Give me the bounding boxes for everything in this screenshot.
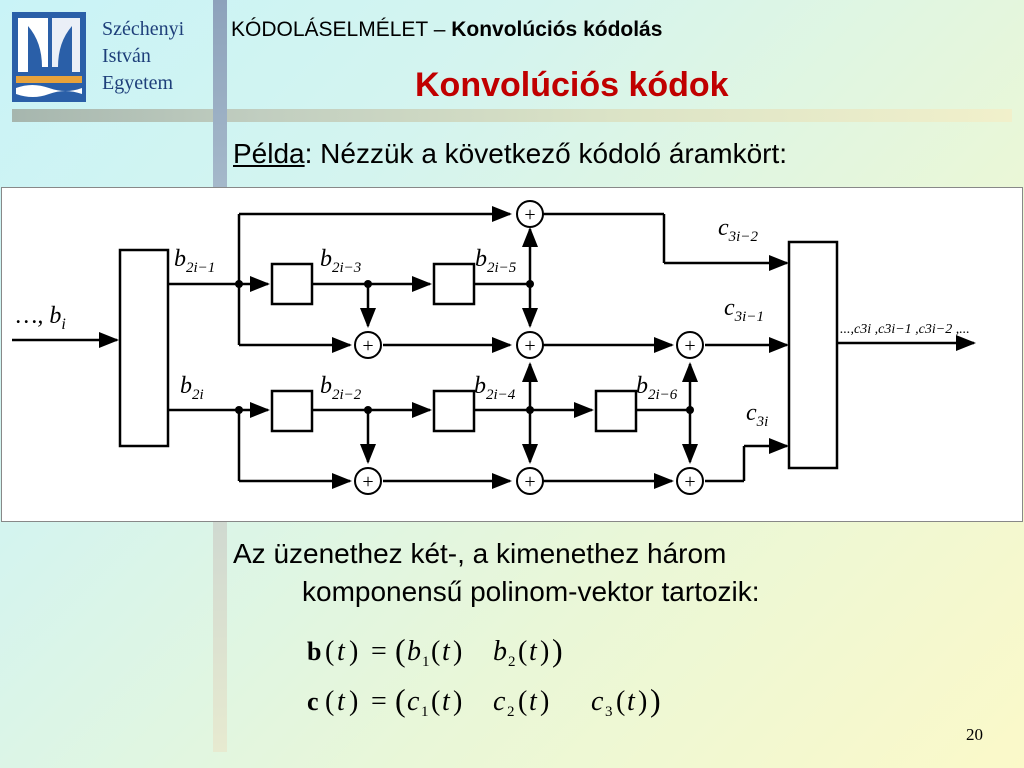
svg-text:3: 3 (605, 704, 613, 720)
svg-text:(: ( (518, 686, 528, 717)
svg-text:=: = (371, 636, 387, 667)
svg-text:): ) (540, 636, 550, 667)
university-logo-icon (12, 12, 86, 102)
label-b2i: $b_{2i}$ (180, 373, 204, 403)
svg-text:c: c (591, 686, 604, 717)
adder-sign: + (524, 204, 536, 226)
example-intro (233, 138, 787, 170)
slide-title: Konvolúciós kódok (415, 66, 729, 104)
label-b2i-6: $b_{2i-6}$ (636, 373, 678, 403)
university-name-line3: Egyetem (102, 72, 174, 94)
formula-b (307, 630, 607, 674)
svg-text:t: t (442, 686, 450, 717)
svg-text:c: c (493, 686, 506, 717)
svg-text:t: t (529, 686, 537, 717)
delay-box (434, 391, 474, 431)
formula-c-bold: c (307, 687, 319, 716)
label-c3i: $c_{3i}$ (746, 400, 769, 430)
label-c3i-1: $c_{3i-1}$ (724, 295, 764, 325)
svg-text:=: = (371, 686, 387, 717)
svg-text:t: t (337, 636, 345, 667)
adder-sign: + (362, 335, 374, 357)
svg-text:(: ( (431, 636, 441, 667)
adder-sign: + (362, 471, 374, 493)
encoder-circuit-diagram (1, 187, 1023, 522)
label-b2i-2: $b_{2i-2}$ (320, 373, 362, 403)
university-name (102, 16, 184, 97)
svg-text:(: ( (431, 686, 441, 717)
svg-text:): ) (650, 682, 661, 718)
svg-text:2: 2 (508, 654, 516, 670)
example-text: : Nézzük a következő kódoló áramkört: (304, 138, 788, 169)
adder-sign: + (684, 335, 696, 357)
delay-box (272, 391, 312, 431)
adder-sign: + (684, 471, 696, 493)
svg-text:(: ( (395, 682, 406, 718)
svg-text:b: b (407, 636, 421, 667)
svg-text:t: t (442, 636, 450, 667)
topic-name: Konvolúciós kódolás (451, 18, 663, 41)
svg-text:(: ( (325, 636, 335, 667)
svg-text:b: b (493, 636, 507, 667)
university-name-line1: Széchenyi (102, 18, 185, 40)
example-label: Példa (233, 138, 305, 169)
parallel-to-serial-box (789, 242, 837, 468)
input-label: …, $b_i$ (16, 303, 66, 333)
serial-to-parallel-box (120, 250, 168, 446)
output-label: ...,c3i ,c3i−1 ,c3i−2 ,... (840, 322, 970, 337)
svg-text:): ) (349, 686, 359, 717)
svg-text:(: ( (616, 686, 626, 717)
svg-text:1: 1 (422, 654, 430, 670)
delay-box (434, 264, 474, 304)
svg-text:(: ( (518, 636, 528, 667)
label-b2i-3: $b_{2i-3}$ (320, 246, 362, 276)
course-name: KÓDOLÁSELMÉLET – (231, 18, 446, 41)
delay-box (596, 391, 636, 431)
formula-b-bold: b (307, 637, 322, 666)
svg-text:2: 2 (507, 704, 515, 720)
label-b2i-4: $b_{2i-4}$ (474, 373, 516, 403)
svg-text:): ) (453, 686, 463, 717)
svg-text:): ) (349, 636, 359, 667)
description-line1: Az üzenethez két-, a kimenethez három (233, 538, 727, 569)
slide-header (231, 18, 662, 42)
svg-text:): ) (638, 686, 648, 717)
svg-text:t: t (529, 636, 537, 667)
label-c3i-2: $c_{3i-2}$ (718, 215, 758, 245)
university-name-line2: István (102, 45, 151, 67)
delay-box (272, 264, 312, 304)
page-number: 20 (966, 725, 983, 744)
label-b2i-5: $b_{2i-5}$ (475, 246, 517, 276)
svg-text:t: t (627, 686, 635, 717)
svg-text:t: t (337, 686, 345, 717)
header-divider (12, 109, 1012, 122)
adder-sign: + (524, 335, 536, 357)
label-b2i-1: $b_{2i-1}$ (174, 246, 216, 276)
svg-text:c: c (407, 686, 420, 717)
svg-text:(: ( (395, 632, 406, 668)
svg-text:1: 1 (421, 704, 429, 720)
svg-text:): ) (540, 686, 550, 717)
description-line2: komponensű polinom-vektor tartozik: (302, 576, 760, 607)
svg-text:(: ( (325, 686, 335, 717)
svg-text:): ) (552, 632, 563, 668)
formula-c (307, 680, 707, 724)
adder-sign: + (524, 471, 536, 493)
svg-text:): ) (453, 636, 463, 667)
